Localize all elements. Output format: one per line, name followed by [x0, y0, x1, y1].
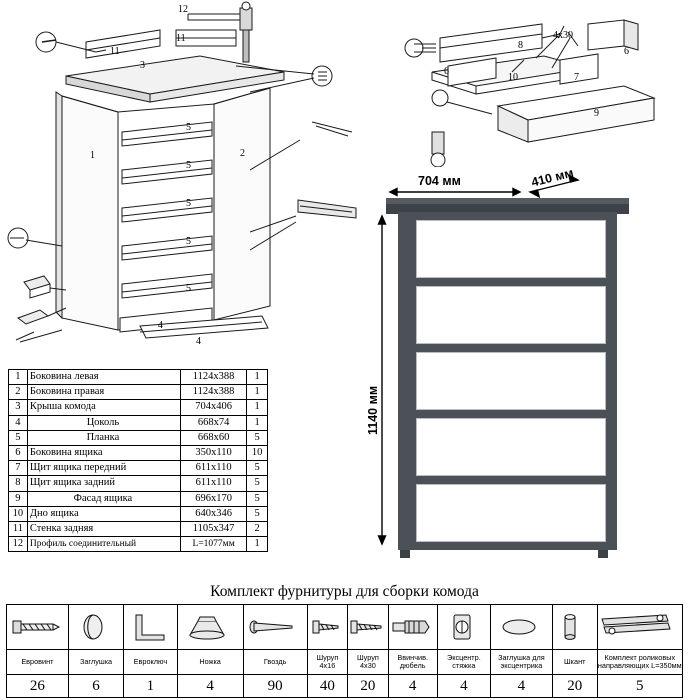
dowel-icon	[388, 605, 437, 650]
part-name: Щит ящика передний	[27, 461, 180, 476]
hardware-qty: 26	[7, 675, 69, 698]
cam-lock-icon	[437, 605, 490, 650]
part-name: Боковина правая	[27, 385, 180, 400]
hardware-label: Шуруп 4х30	[348, 650, 389, 675]
part-name: Цоколь	[27, 415, 180, 430]
part-no: 1	[9, 370, 28, 385]
hardware-qty: 40	[307, 675, 348, 698]
hardware-label: Ножка	[177, 650, 243, 675]
hardware-section-title: Комплект фурнитуры для сборки комода	[210, 583, 479, 600]
screw-4x30-icon	[348, 605, 389, 650]
table-row	[9, 537, 268, 552]
part-name: Боковина ящика	[27, 445, 180, 460]
table-row	[9, 415, 268, 430]
dresser-foot	[400, 550, 410, 558]
euro-screw-icon	[7, 605, 69, 650]
part-size: 1124x388	[181, 385, 247, 400]
hardware-label: Евроключ	[124, 650, 177, 675]
part-name: Стенка задняя	[27, 521, 180, 536]
part-qty: 5	[247, 430, 268, 445]
part-no: 8	[9, 476, 28, 491]
part-qty: 10	[247, 445, 268, 460]
table-row	[9, 521, 268, 536]
part-size: 1124x388	[181, 370, 247, 385]
part-no: 10	[9, 506, 28, 521]
foot-icon	[177, 605, 243, 650]
drawer-front[interactable]	[416, 418, 606, 476]
part-no: 4	[9, 415, 28, 430]
hardware-qty: 4	[177, 675, 243, 698]
hardware-qty: 20	[348, 675, 389, 698]
hardware-qty: 4	[437, 675, 490, 698]
dresser-drawer-stack	[416, 220, 606, 544]
part-no: 6	[9, 445, 28, 460]
table-row	[9, 385, 268, 400]
table-row	[9, 370, 268, 385]
part-qty: 1	[247, 400, 268, 415]
hardware-label: Гвоздь	[243, 650, 307, 675]
part-no: 2	[9, 385, 28, 400]
hardware-label: Заглушка	[68, 650, 123, 675]
hardware-label: Комплект роликовых направляющих L=350мм	[597, 650, 682, 675]
part-no: 7	[9, 461, 28, 476]
hardware-qty: 6	[68, 675, 123, 698]
slide-rails-icon	[597, 605, 682, 650]
part-name: Щит ящика задний	[27, 476, 180, 491]
part-name: Профиль соединительный	[27, 537, 180, 552]
parts-table-body	[9, 370, 268, 552]
part-size: 611х110	[181, 461, 247, 476]
hardware-qty-row	[7, 675, 683, 698]
part-no: 3	[9, 400, 28, 415]
hardware-label: Ввинчив. дюбель	[388, 650, 437, 675]
dresser-3d-view	[360, 165, 689, 570]
hardware-qty: 1	[124, 675, 177, 698]
table-row	[9, 491, 268, 506]
shkant-icon	[552, 605, 597, 650]
table-row	[9, 430, 268, 445]
part-size: 668х74	[181, 415, 247, 430]
table-row	[9, 506, 268, 521]
dresser-body	[386, 198, 636, 566]
part-name: Крыша комода	[27, 400, 180, 415]
part-qty: 5	[247, 461, 268, 476]
hardware-icon-row	[7, 605, 683, 650]
part-size: 611х110	[181, 476, 247, 491]
drawer-front[interactable]	[416, 484, 606, 542]
screw-4x16-icon	[307, 605, 348, 650]
depth-dimension-label: 410 мм	[530, 165, 575, 190]
hardware-label: Евровинт	[7, 650, 69, 675]
part-qty: 5	[247, 506, 268, 521]
hardware-label: Эксцентр. стяжка	[437, 650, 490, 675]
part-qty: 5	[247, 476, 268, 491]
height-dimension-label: 1140 мм	[366, 385, 380, 435]
exploded-drawer-diagram: 8 4х30 6 6 10 7 9	[392, 2, 689, 167]
part-qty: 1	[247, 370, 268, 385]
part-name: Планка	[27, 430, 180, 445]
cam-cap-icon	[491, 605, 553, 650]
hardware-label: Шуруп 4х16	[307, 650, 348, 675]
part-name: Дно ящика	[27, 506, 180, 521]
part-no: 12	[9, 537, 28, 552]
part-size: 668х60	[181, 430, 247, 445]
part-qty: 5	[247, 491, 268, 506]
part-size: 704x406	[181, 400, 247, 415]
part-qty: 1	[247, 385, 268, 400]
table-row	[9, 476, 268, 491]
parts-table	[8, 369, 268, 552]
part-name: Боковина левая	[27, 370, 180, 385]
part-size: 1105х347	[181, 521, 247, 536]
table-row	[9, 445, 268, 460]
part-name: Фасад ящика	[27, 491, 180, 506]
nail-icon	[243, 605, 307, 650]
width-dimension-label: 704 мм	[418, 174, 461, 188]
part-qty: 1	[247, 415, 268, 430]
hardware-label-row	[7, 650, 683, 675]
hardware-table	[6, 604, 683, 698]
cap-icon	[68, 605, 123, 650]
part-no: 9	[9, 491, 28, 506]
part-no: 5	[9, 430, 28, 445]
hardware-qty: 20	[552, 675, 597, 698]
hardware-label: Заглушка для эксцентрика	[491, 650, 553, 675]
part-no: 11	[9, 521, 28, 536]
part-size: 696х170	[181, 491, 247, 506]
part-size: L=1077мм	[181, 537, 247, 552]
part-qty: 2	[247, 521, 268, 536]
hardware-qty: 4	[491, 675, 553, 698]
drawer-front[interactable]	[416, 352, 606, 410]
part-qty: 1	[247, 537, 268, 552]
dresser-foot	[598, 550, 608, 558]
exploded-cabinet-diagram: 12 11 11 3 5 5 5 5 5 1 2 4 4	[0, 0, 380, 365]
dresser-top-edge	[386, 198, 629, 204]
allen-key-icon	[124, 605, 177, 650]
part-size: 640х346	[181, 506, 247, 521]
hardware-qty: 90	[243, 675, 307, 698]
table-row	[9, 461, 268, 476]
hardware-qty: 5	[597, 675, 682, 698]
table-row	[9, 400, 268, 415]
hardware-label: Шкант	[552, 650, 597, 675]
part-size: 350х110	[181, 445, 247, 460]
hardware-qty: 4	[388, 675, 437, 698]
drawer-front[interactable]	[416, 286, 606, 344]
drawer-front[interactable]	[416, 220, 606, 278]
